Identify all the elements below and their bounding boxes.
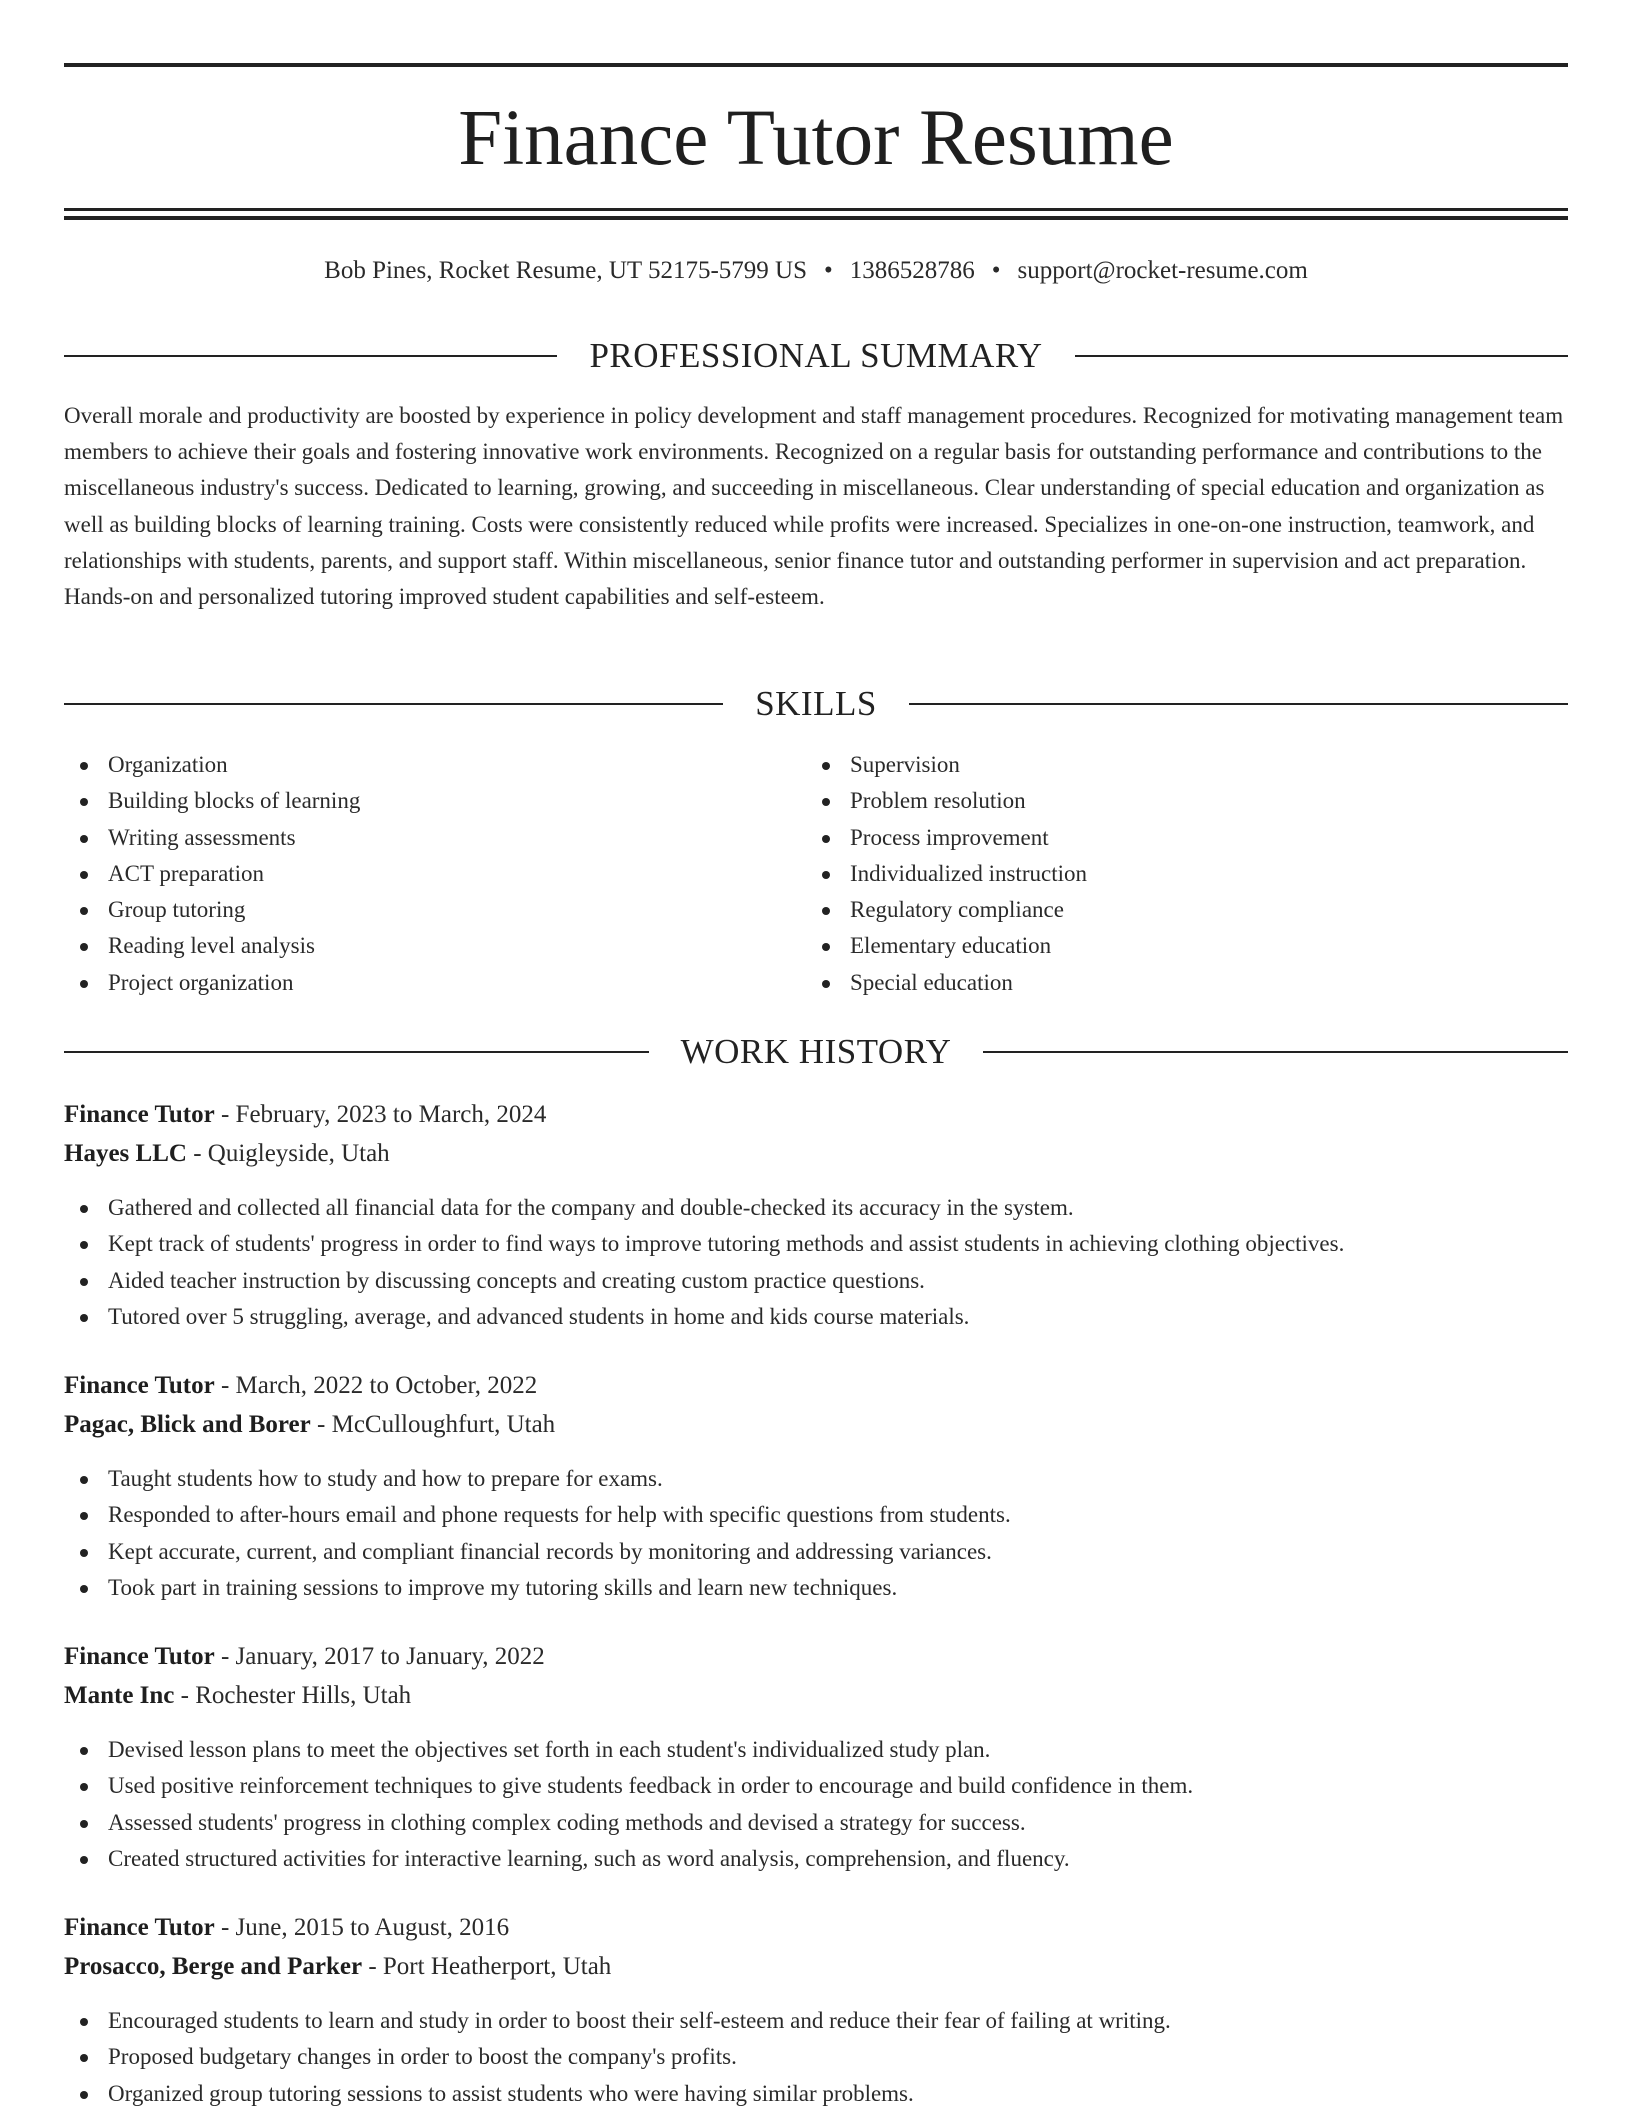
duty-item: Devised lesson plans to meet the objectives set forth in each student's individualized study plan. xyxy=(64,1732,1568,1768)
skills-section-header xyxy=(64,682,1568,726)
job-title-line xyxy=(64,1100,1568,1130)
skill-item: Building blocks of learning xyxy=(64,783,806,819)
section-rule-left xyxy=(64,355,557,357)
skill-item: Supervision xyxy=(806,747,1568,783)
section-rule-right xyxy=(1075,355,1568,357)
work-section-header xyxy=(64,1030,1568,1074)
contact-line xyxy=(64,256,1568,286)
contact-separator: • xyxy=(991,257,1001,284)
work-heading: WORK HISTORY xyxy=(680,1032,952,1071)
duty-item: Proposed budgetary changes in order to boost the company's profits. xyxy=(64,2039,1568,2075)
job-title: Finance Tutor xyxy=(64,1372,215,1399)
title-rule-upper xyxy=(64,208,1568,211)
duty-item: Organized group tutoring sessions to assist students who were having similar problems. xyxy=(64,2076,1568,2112)
job-location: - Port Heatherport, Utah xyxy=(368,1953,612,1980)
duty-item: Kept track of students' progress in order to find ways to improve tutoring methods and assist students in achieving clothing objectives. xyxy=(64,1226,1568,1262)
skill-item: Reading level analysis xyxy=(64,928,806,964)
top-rule xyxy=(64,63,1568,67)
job-title-line xyxy=(64,1642,1568,1672)
job-location: - Quigleyside, Utah xyxy=(193,1140,390,1167)
duty-item: Created structured activities for interactive learning, such as word analysis, comprehension, and fluency. xyxy=(64,1841,1568,1877)
summary-section-header xyxy=(64,334,1568,378)
job-duties xyxy=(64,1732,1568,1877)
duty-item: Kept accurate, current, and compliant financial records by monitoring and addressing variances. xyxy=(64,1534,1568,1570)
resume-title: Finance Tutor Resume xyxy=(458,95,1174,182)
job-company-line xyxy=(64,1139,1568,1169)
job-company: Prosacco, Berge and Parker xyxy=(64,1953,363,1980)
skill-item: Organization xyxy=(64,747,806,783)
section-rule-left xyxy=(64,703,723,705)
duty-item: Gathered and collected all financial data for the company and double-checked its accuracy in the system. xyxy=(64,1190,1568,1226)
job-entry xyxy=(64,1371,1568,1606)
job-entry xyxy=(64,1642,1568,1877)
job-dates: - June, 2015 to August, 2016 xyxy=(220,1914,510,1941)
skill-item: Project organization xyxy=(64,965,806,1001)
skill-item: Problem resolution xyxy=(806,783,1568,819)
contact-separator: • xyxy=(824,257,833,284)
job-company-line xyxy=(64,1952,1568,1982)
skill-item: Writing assessments xyxy=(64,820,806,856)
contact-phone: 1386528786 xyxy=(849,257,975,284)
job-title: Finance Tutor xyxy=(64,1914,215,1941)
skill-item: Group tutoring xyxy=(64,892,806,928)
skill-item: Process improvement xyxy=(806,820,1568,856)
duty-item: Tutored over 5 struggling, average, and advanced students in home and kids course materials. xyxy=(64,1299,1568,1335)
summary-text: Overall morale and productivity are boosted by experience in policy development and staff management procedures. Recognized for motivating management team members to achieve their goals and fostering innovative work environments. Recognized on a regular basis for outstanding performance and contributions to the miscellaneous industry's success. Dedicated to learning, growing, and succeeding in miscellaneous. Clear understanding of special education and organization as well as building blocks of learning training. Costs were consistently reduced while profits were increased. Specializes in one-on-one instruction, teamwork, and relationships with students, parents, and support staff. Within miscellaneous, senior finance tutor and outstanding performer in supervision and act preparation. Hands-on and personalized tutoring improved student capabilities and self-esteem. xyxy=(64,403,1564,610)
job-title-line xyxy=(64,1371,1568,1401)
duty-item: Encouraged students to learn and study in order to boost their self-esteem and reduce their fear of failing at writing. xyxy=(64,2003,1568,2039)
skill-item: Regulatory compliance xyxy=(806,892,1568,928)
skill-item: Elementary education xyxy=(806,928,1568,964)
job-dates: - February, 2023 to March, 2024 xyxy=(220,1101,547,1128)
job-company-line xyxy=(64,1681,1568,1711)
title-rule-lower xyxy=(64,216,1568,220)
job-company: Pagac, Blick and Borer xyxy=(64,1411,311,1438)
contact-address: Bob Pines, Rocket Resume, UT 52175-5799 US xyxy=(324,257,808,284)
job-location: - McCulloughfurt, Utah xyxy=(317,1411,556,1438)
skill-item: Individualized instruction xyxy=(806,856,1568,892)
duty-item: Assessed students' progress in clothing complex coding methods and devised a strategy for success. xyxy=(64,1805,1568,1841)
summary-heading: PROFESSIONAL SUMMARY xyxy=(589,336,1043,375)
section-rule-right xyxy=(983,1051,1568,1053)
contact-email: support@rocket-resume.com xyxy=(1017,257,1308,284)
job-dates: - January, 2017 to January, 2022 xyxy=(220,1643,545,1670)
duty-item: Aided teacher instruction by discussing concepts and creating custom practice questions. xyxy=(64,1263,1568,1299)
job-duties xyxy=(64,1461,1568,1606)
job-title: Finance Tutor xyxy=(64,1101,215,1128)
section-rule-right xyxy=(909,703,1568,705)
section-rule-left xyxy=(64,1051,649,1053)
job-entry xyxy=(64,1100,1568,1335)
job-duties xyxy=(64,2003,1568,2112)
job-title: Finance Tutor xyxy=(64,1643,215,1670)
duty-item: Took part in training sessions to improve my tutoring skills and learn new techniques. xyxy=(64,1570,1568,1606)
duty-item: Responded to after-hours email and phone requests for help with specific questions from students. xyxy=(64,1497,1568,1533)
skills-column-left xyxy=(64,747,806,1001)
job-company: Mante Inc xyxy=(64,1682,175,1709)
skill-item: Special education xyxy=(806,965,1568,1001)
skills-column-right xyxy=(806,747,1568,1001)
job-dates: - March, 2022 to October, 2022 xyxy=(220,1372,538,1399)
skill-item: ACT preparation xyxy=(64,856,806,892)
job-duties xyxy=(64,1190,1568,1335)
job-company: Hayes LLC xyxy=(64,1140,187,1167)
duty-item: Taught students how to study and how to prepare for exams. xyxy=(64,1461,1568,1497)
duty-item: Used positive reinforcement techniques to give students feedback in order to encourage and build confidence in them. xyxy=(64,1768,1568,1804)
job-company-line xyxy=(64,1410,1568,1440)
job-title-line xyxy=(64,1913,1568,1943)
skills-heading: SKILLS xyxy=(755,684,877,723)
job-location: - Rochester Hills, Utah xyxy=(180,1682,412,1709)
skills-list xyxy=(64,747,1568,1001)
job-entry xyxy=(64,1913,1568,2112)
